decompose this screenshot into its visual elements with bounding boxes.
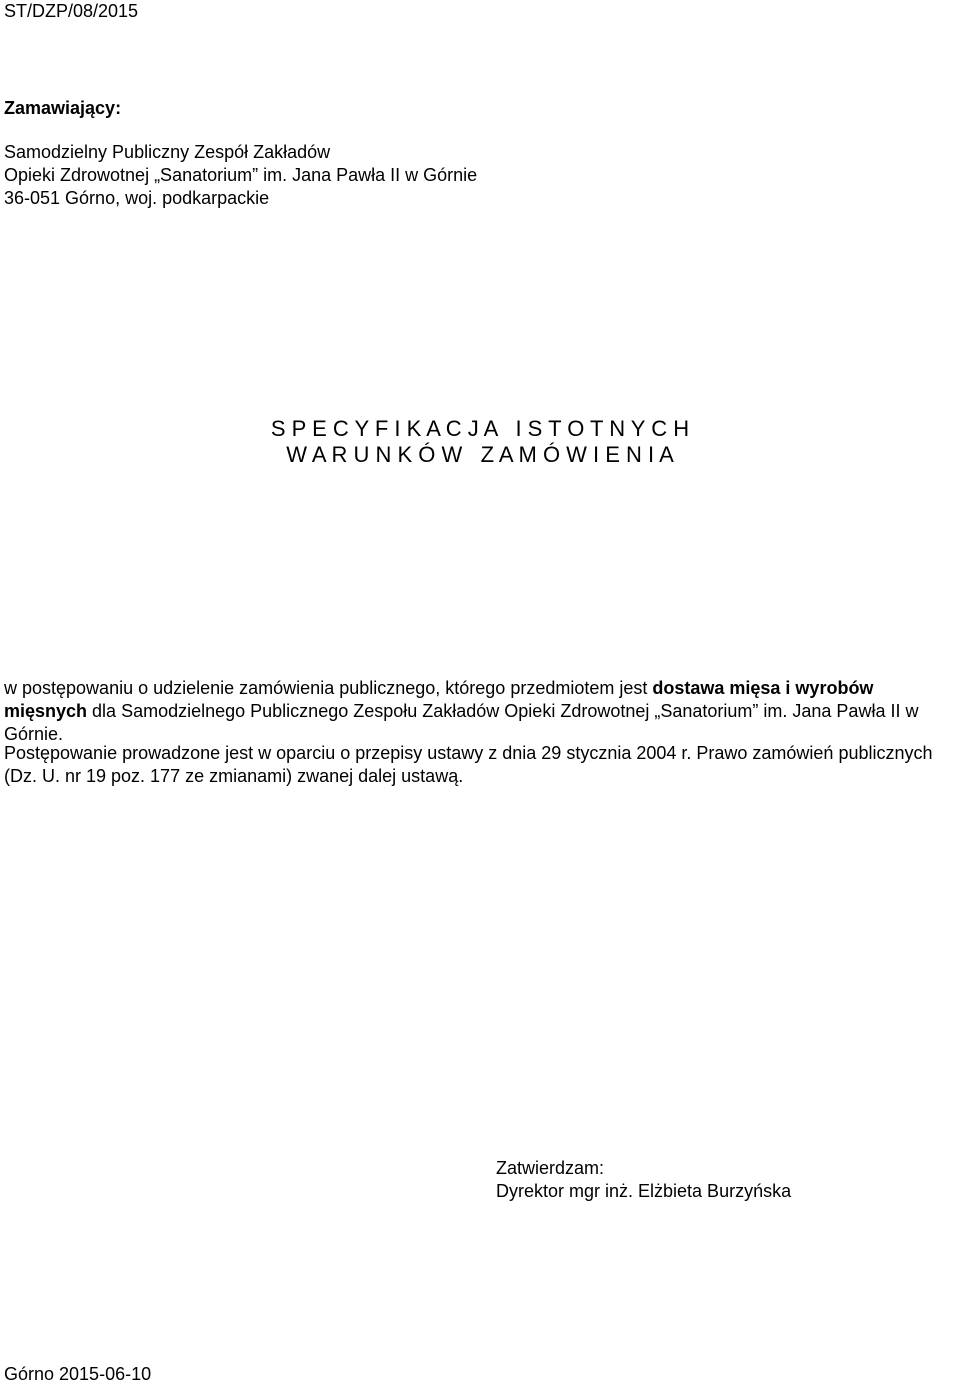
intro-paragraph: [4, 677, 954, 746]
buyer-address-line: 36-051 Górno, woj. podkarpackie: [4, 188, 270, 208]
buyer-address: [4, 141, 477, 210]
approval-block: [496, 1157, 791, 1203]
document-title: [0, 416, 960, 468]
title-line-1: S P E C Y F I K A C J A I S T O T N Y C H: [270, 416, 690, 441]
buyer-name-line-1: Samodzielny Publiczny Zespół Zakładów: [4, 142, 331, 162]
title-line-2: W A R U N K Ó W Z A M Ó W I E N I A: [286, 442, 674, 467]
intro-prefix: w postępowaniu o udzielenie zamówienia publicznego, którego przedmiotem jest: [4, 678, 653, 698]
intro-suffix: dla Samodzielnego Publicznego Zespołu Zakładów Opieki Zdrowotnej „Sanatorium” im. Jana Pawła II w Górnie.: [4, 701, 919, 744]
place-date: Górno 2015-06-10: [4, 1364, 152, 1384]
law-paragraph: [4, 742, 954, 788]
approval-label: Zatwierdzam:: [496, 1158, 605, 1178]
buyer-label: Zamawiający:: [4, 98, 122, 118]
buyer-name-line-2: Opieki Zdrowotnej „Sanatorium” im. Jana Pawła II w Górnie: [4, 165, 478, 185]
document-reference: ST/DZP/08/2015: [4, 1, 139, 21]
law-text: Postępowanie prowadzone jest w oparciu o przepisy ustawy z dnia 29 stycznia 2004 r. Prawo zamówień publicznych (Dz. U. nr 19 poz. 177 ze zmianami) zwanej dalej ustawą.: [4, 743, 933, 786]
intro-subject: dostawa mięsa i wyrobów mięsnych: [4, 678, 874, 721]
approval-signer: Dyrektor mgr inż. Elżbieta Burzyńska: [496, 1181, 792, 1201]
